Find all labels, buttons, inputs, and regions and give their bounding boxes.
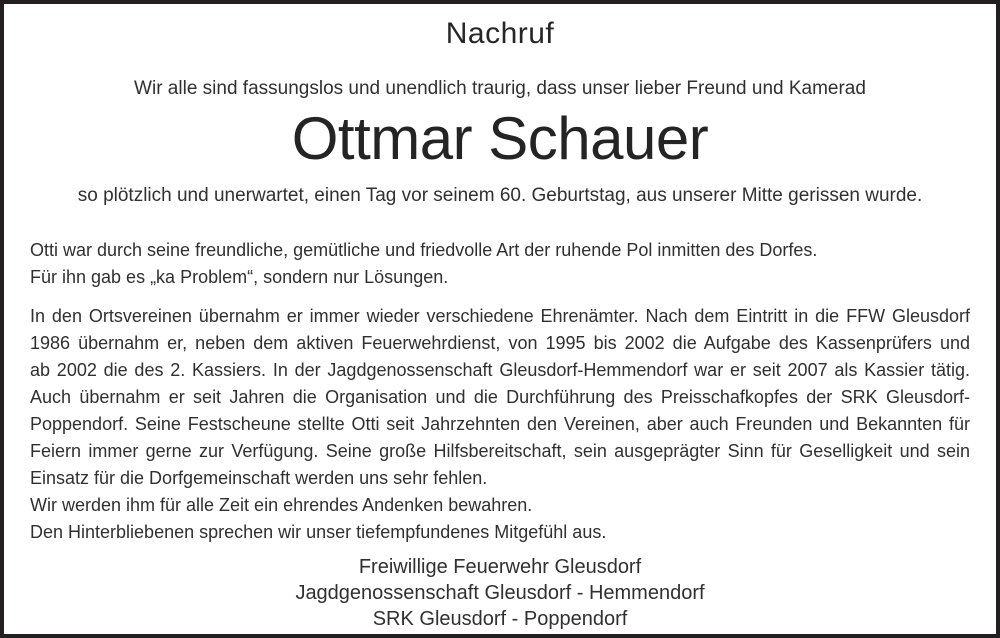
signature-block <box>30 554 970 632</box>
subtitle-line: so plötzlich und unerwartet, einen Tag vor seinem 60. Geburtstag, aus unserer Mitte gerissen wurde. <box>77 185 923 206</box>
body-line: Wir werden ihm für alle Zeit ein ehrendes Andenken bewahren. <box>30 495 533 515</box>
deceased-name: Ottmar Schauer <box>291 105 709 172</box>
signature-line: Jagdgenossenschaft Gleusdorf - Hemmendorf <box>295 582 705 604</box>
body-line: ab 2002 die des 2. Kassiers. In der Jagdgenossenschaft Gleusdorf-Hemmendorf war er seit 2007 als Kassier tätig. <box>30 360 970 380</box>
body-line: In den Ortsvereinen übernahm er immer wieder verschiedene Ehrenämter. Nach dem Eintritt in die FFW Gleusdorf <box>30 306 970 326</box>
body-line: Für ihn gab es „ka Problem“, sondern nur Lösungen. <box>30 267 449 287</box>
body-line: Feiern immer gerne zur Verfügung. Seine große Hilfsbereitschaft, sein ausgeprägter Sinn für Geselligkeit und sein <box>30 441 970 461</box>
signature-line: Freiwillige Feuerwehr Gleusdorf <box>358 556 642 578</box>
signature-line: SRK Gleusdorf - Poppendorf <box>372 608 628 630</box>
paragraph-achievements <box>30 303 970 546</box>
body-line: Poppendorf. Seine Festscheune stellte Otti seit Jahrzehnten den Vereinen, aber auch Freunden und Bekannten für <box>30 414 970 434</box>
body-line: Einsatz für die Dorfgemeinschaft werden uns sehr fehlen. <box>30 468 488 488</box>
body-line: Auch übernahm er seit Jahren die Organisation und die Durchführung des Preisschafkopfes der SRK Gleusdorf- <box>30 387 970 407</box>
body-line: Otti war durch seine freundliche, gemütliche und friedvolle Art der ruhende Pol inmitten des Dorfes. <box>30 240 818 260</box>
body-line: Den Hinterbliebenen sprechen wir unser tiefempfundenes Mitgefühl aus. <box>30 522 607 542</box>
intro-line: Wir alle sind fassungslos und unendlich traurig, dass unser lieber Freund und Kamerad <box>134 78 866 99</box>
body-line: 1986 übernahm er, neben dem aktiven Feuerwehrdienst, von 1995 bis 2002 die Aufgabe des Kassenprüfers und <box>30 333 970 353</box>
notice-title: Nachruf <box>445 17 555 50</box>
paragraph-character <box>30 237 970 291</box>
